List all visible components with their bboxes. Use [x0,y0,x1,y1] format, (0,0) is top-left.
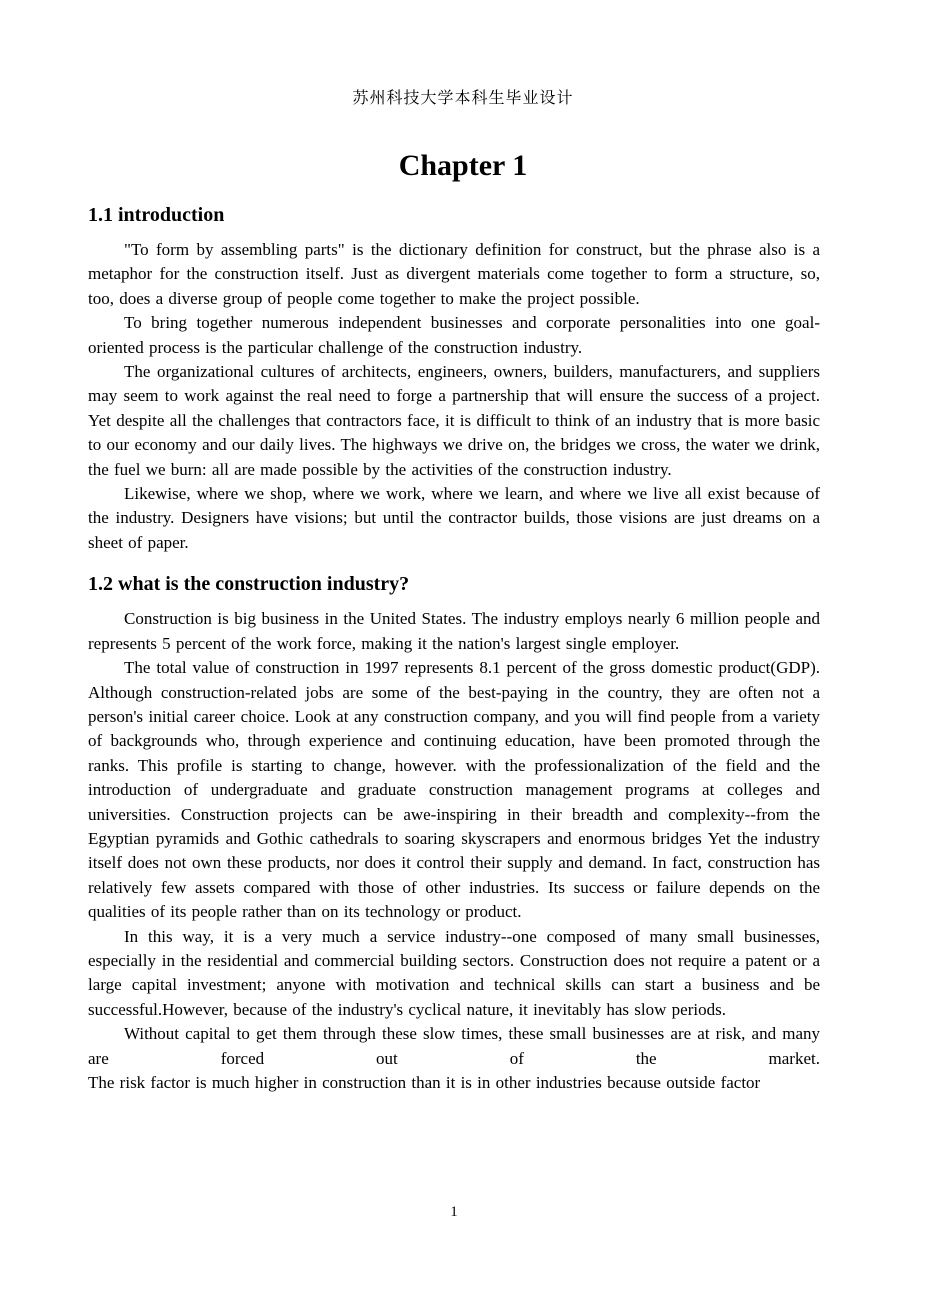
paragraph: Without capital to get them through these slow times, these small businesses are at risk, and many are forced out of the market. [88,1024,820,1068]
paragraph: Construction is big business in the United States. The industry employs nearly 6 million people and represents 5 percent of the work force, making it the nation's largest single employer. [88,609,820,653]
paragraph: Likewise, where we shop, where we work, where we learn, and where we live all exist because of the industry. Designers have visions; but until the contractor builds, those visions are just dreams on a sheet of paper. [88,484,820,552]
document-body [88,202,820,1095]
page-number: 1 [450,1204,458,1220]
paragraph: In this way, it is a very much a service industry--one composed of many small businesses, especially in the residential and commercial building sectors. Construction does not require a patent or a large capital investment; anyone with motivation and technical skills can start a business and be successful.However, because of the industry's cyclical nature, it inevitably has slow periods. [88,926,820,1019]
paragraph: The total value of construction in 1997 represents 8.1 percent of the gross domestic product(GDP). Although construction-related jobs are some of the best-paying in the country, they are often not a person's initial career choice. Look at any construction company, and you will find people from a variety of backgrounds who, through experience and continuing education, have been promoted through the ranks. This profile is starting to change, however. with the professionalization of the field and the introduction of undergraduate and graduate construction management programs at colleges and universities. Construction projects can be awe-inspiring in their breadth and complexity--from the Egyptian pyramids and Gothic cathedrals to soaring skyscrapers and enormous bridges Yet the industry itself does not own these products, nor does it control their supply and demand. In fact, construction has relatively few assets compared with those of other industries. Its success or failure depends on the qualities of its people rather than on its technology or product. [88,658,820,922]
paragraph: "To form by assembling parts" is the dictionary definition for construct, but the phrase also is a metaphor for the construction itself. Just as divergent materials come together to form a structure, so, too, does a diverse group of people come together to make the project possible. [88,240,820,308]
section-heading-1-1: 1.1 introduction [88,204,225,226]
chapter-title: Chapter 1 [398,149,528,182]
section-heading-1-2: 1.2 what is the construction industry? [88,573,410,596]
paragraph: The risk factor is much higher in construction than it is in other industries because outside factor [88,1073,761,1092]
paragraph: To bring together numerous independent businesses and corporate personalities into one goal-oriented process is the particular challenge of the construction industry. [88,313,820,357]
paragraph: The organizational cultures of architects, engineers, owners, builders, manufacturers, and suppliers may seem to work against the real need to forge a partnership that will ensure the success of a project. Yet despite all the challenges that contractors face, it is difficult to think of an industry that is more basic to our economy and our daily lives. The highways we drive on, the bridges we cross, the water we drink, the fuel we burn: all are made possible by the activities of the construction industry. [88,362,820,479]
page-header: 苏州科技大学本科生毕业设计 [352,90,574,107]
